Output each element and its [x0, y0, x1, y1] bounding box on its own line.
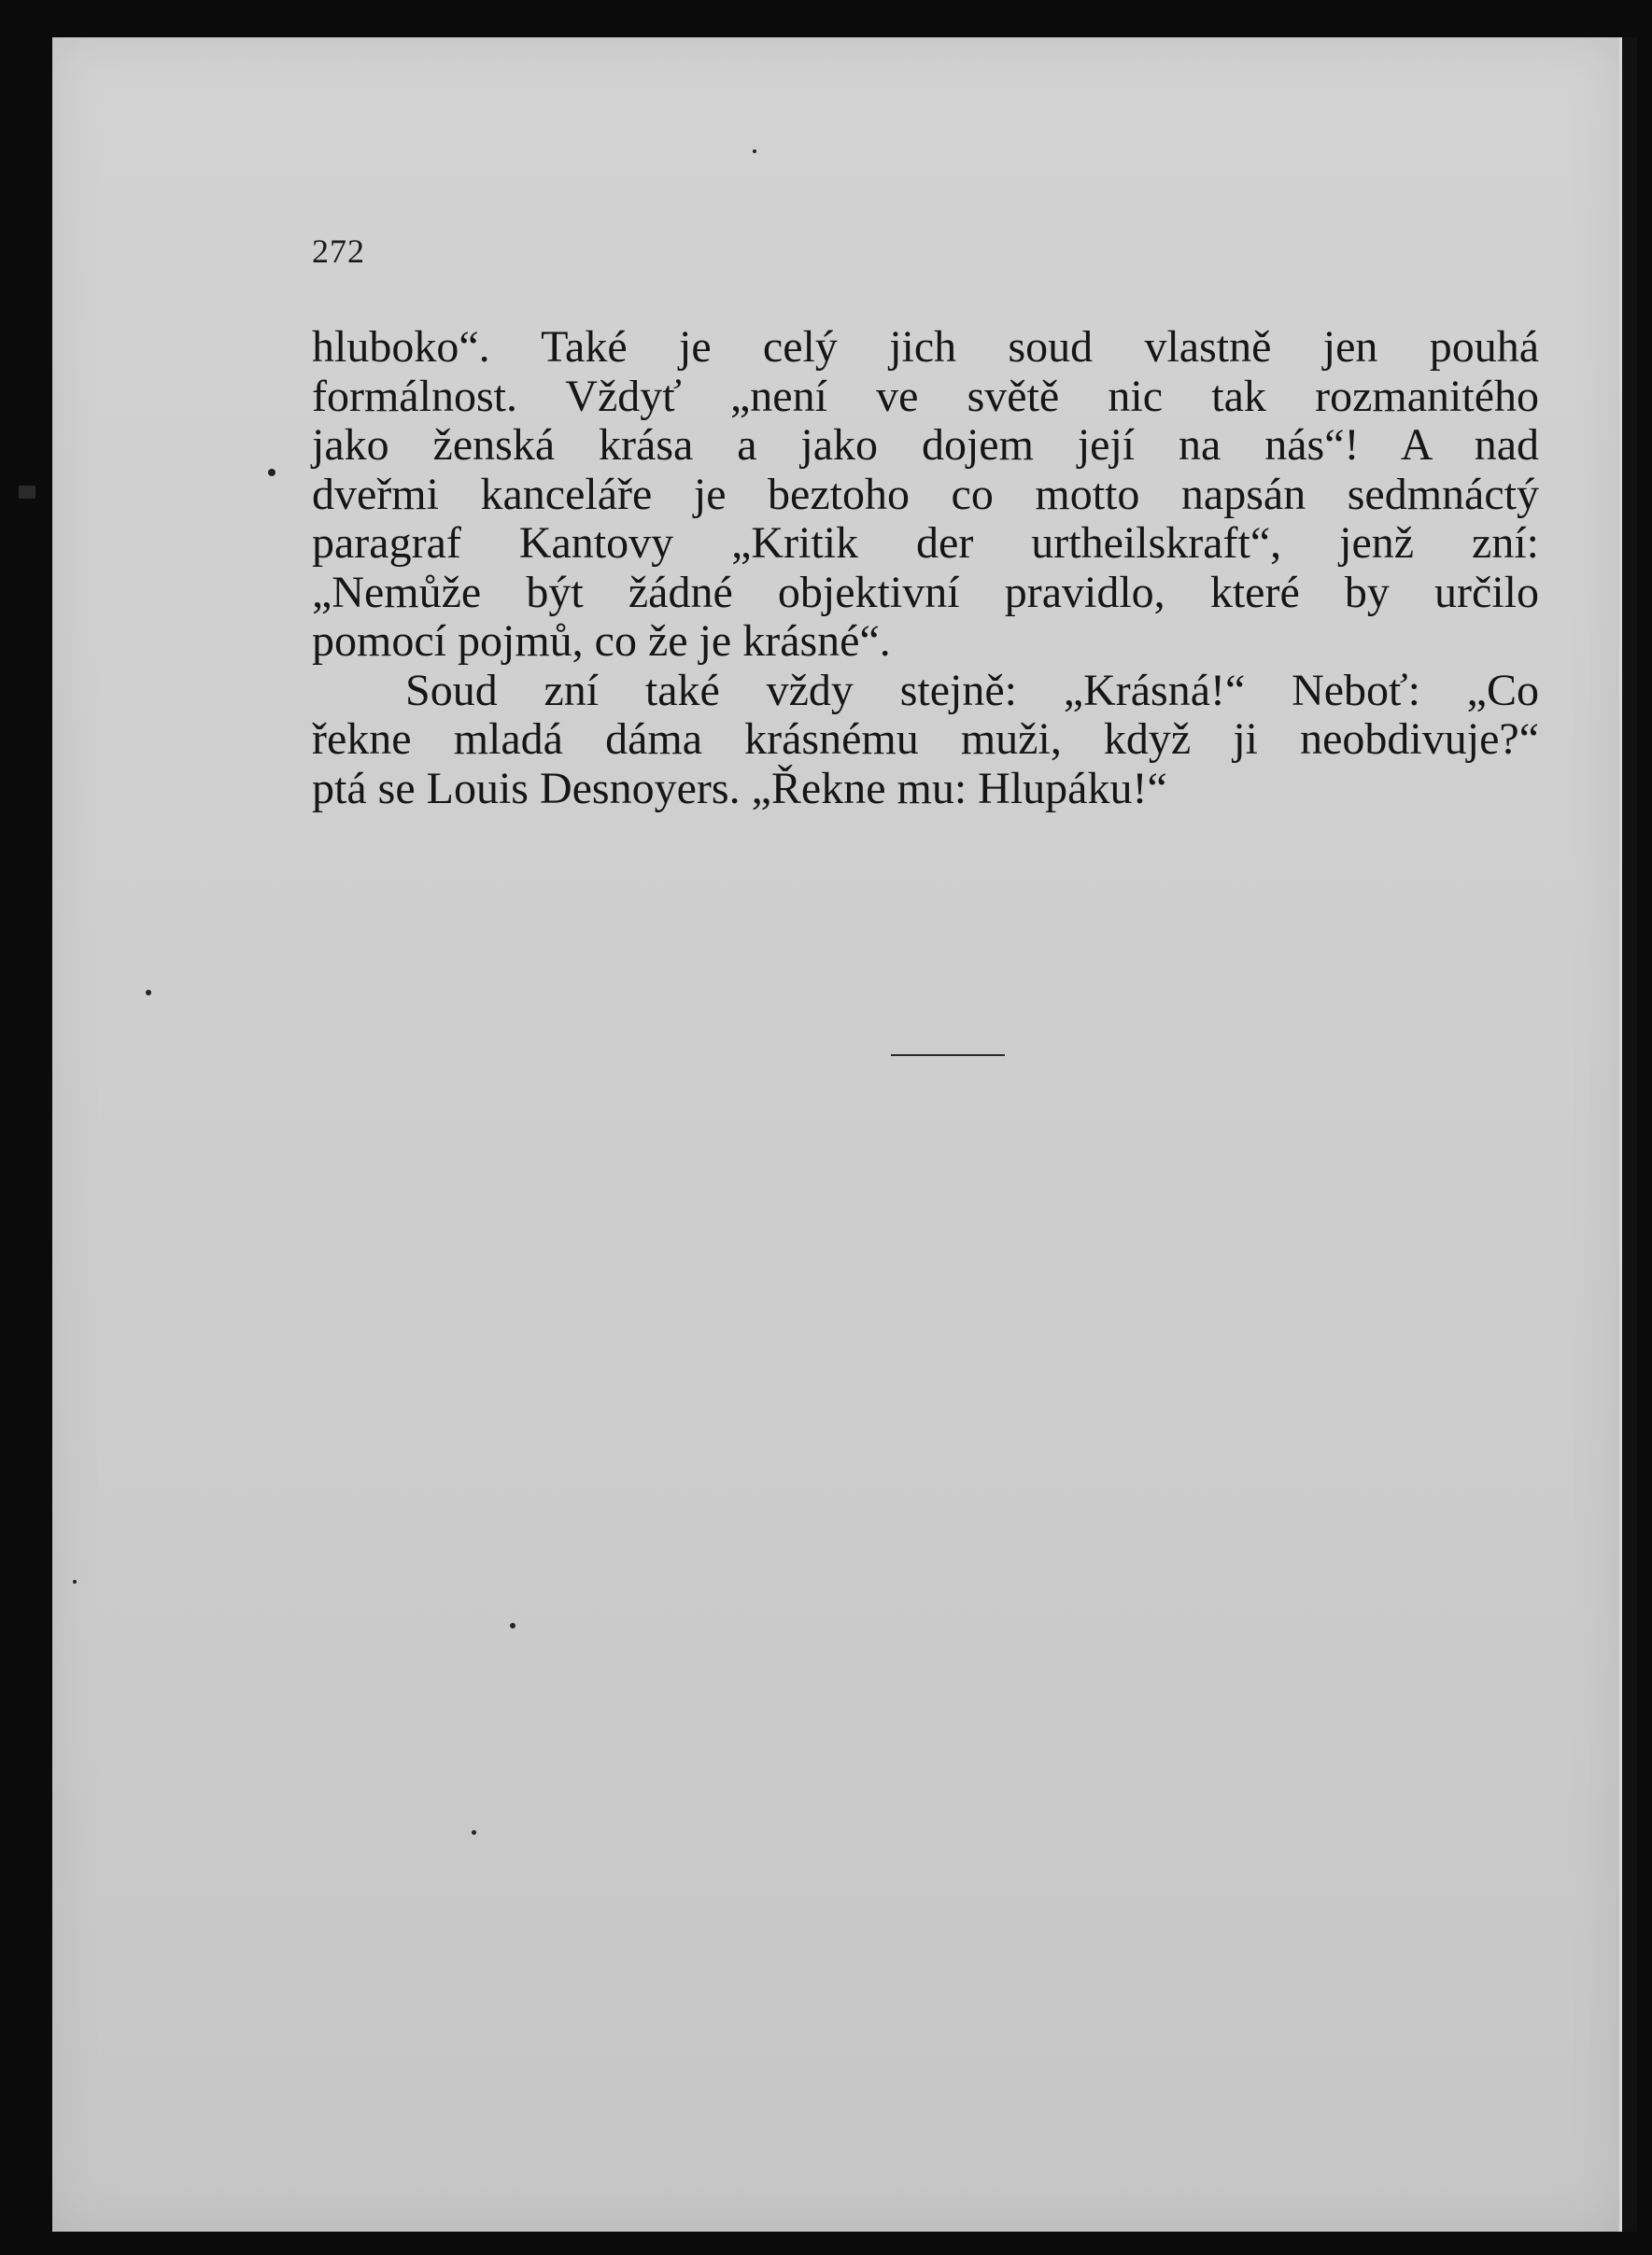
- scan-speck: [19, 486, 35, 499]
- body-text: [312, 323, 1539, 813]
- text-line: ptá se Louis Desnoyers. „Řekne mu: Hlupáku!“: [312, 763, 1167, 813]
- scan-speck: [510, 1623, 515, 1628]
- text-line: řekne mladá dáma krásnému muži, když ji neobdivuje?“: [312, 714, 1539, 764]
- text-line: paragraf Kantovy „Kritik der urtheilskraft“, jenž zní:: [312, 518, 1539, 568]
- scan-speck: [268, 469, 275, 476]
- section-end-rule: [891, 1054, 1005, 1056]
- text-line: pomocí pojmů, co že je krásné“.: [312, 616, 891, 666]
- text-line: „Nemůže být žádné objektivní pravidlo, které by určilo: [312, 567, 1539, 617]
- text-line: hluboko“. Také je celý jich soud vlastně jen pouhá: [312, 322, 1539, 372]
- text-line: dveřmi kanceláře je beztoho co motto napsán sedmnáctý: [312, 469, 1539, 519]
- scan-speck: [73, 1580, 77, 1584]
- scan-speck: [472, 1830, 476, 1835]
- text-line: jako ženská krása a jako dojem její na nás“! A nad: [312, 420, 1539, 470]
- scan-speck: [146, 990, 151, 995]
- paragraph-1: [312, 323, 1539, 667]
- page-number: 272: [312, 233, 365, 270]
- page-edge: [1619, 37, 1637, 2232]
- paragraph-2: [312, 667, 1539, 814]
- text-line: Soud zní také vždy stejně: „Krásná!“ Neboť: „Co: [405, 665, 1539, 715]
- text-line: formálnost. Vždyť „není ve světě nic tak rozmanitého: [312, 371, 1539, 421]
- scan-speck: [753, 149, 756, 153]
